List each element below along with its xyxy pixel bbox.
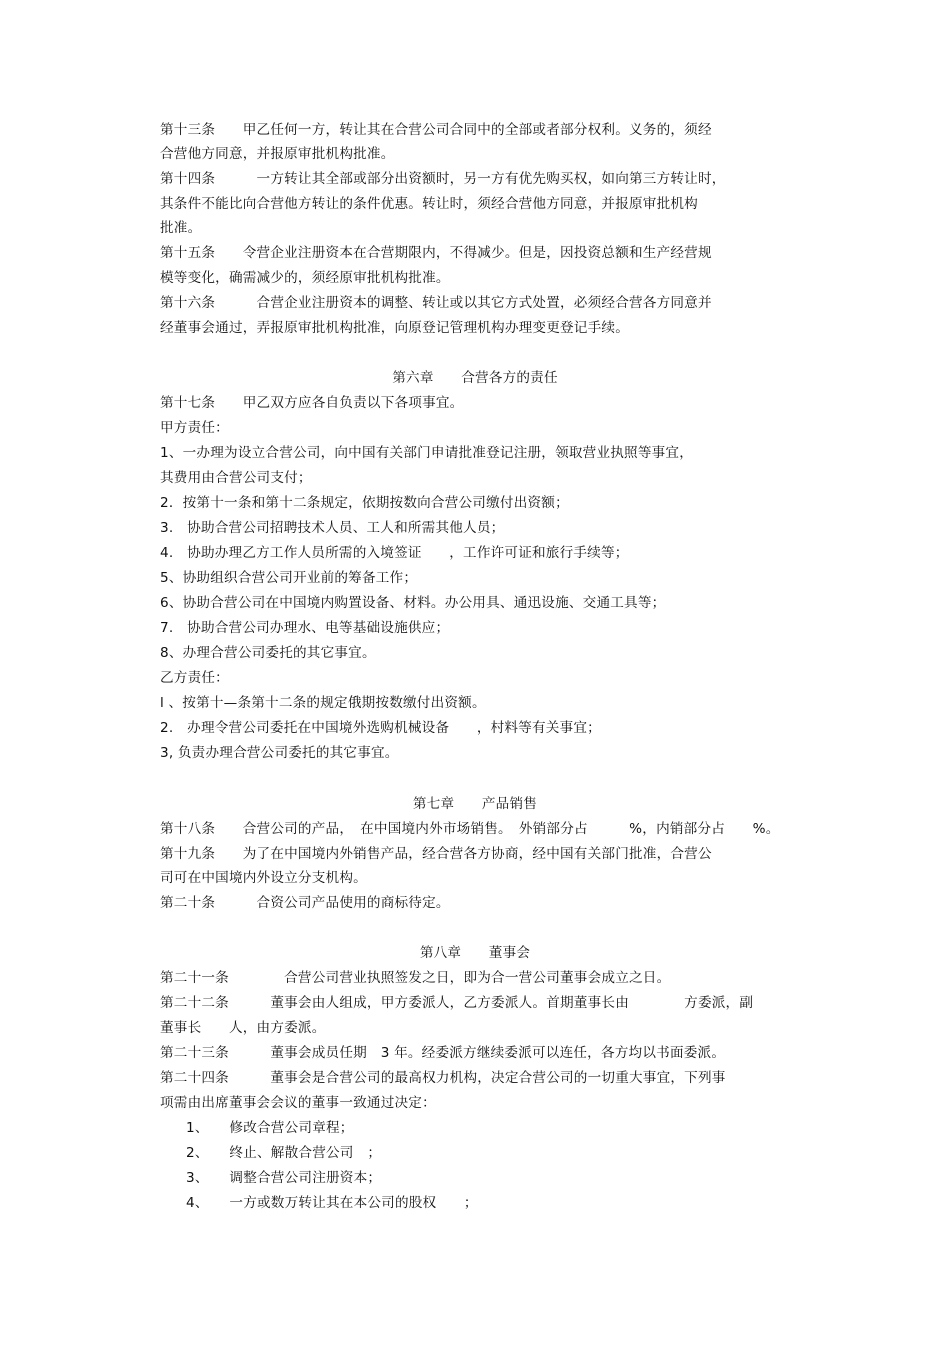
- article-15-line-1: 第十五条 令营企业注册资本在合营期限内，不得减少。但是，因投资总额和生产经营规: [160, 245, 712, 261]
- party-b-item-3: 3, 负责办理合营公司委托的其它事宜。: [160, 745, 399, 761]
- party-a-heading: 甲方责任：: [160, 420, 229, 436]
- party-a-item-1-line-1: 1、一办理为设立合营公司，向中国有关部门申请批准登记注册，领取营业执照等事宜，: [160, 445, 694, 461]
- board-item-4: 4、 一方或数万转让其在本公司的股权 ；: [186, 1195, 478, 1211]
- party-a-item-4: 4. 协助办理乙方工作人员所需的入境签证 ，工作许可证和旅行手续等；: [160, 545, 629, 561]
- party-a-item-8: 8、办理合营公司委托的其它事宜。: [160, 645, 376, 661]
- article-13-line-2: 合营他方同意，并报原审批机构批准。: [160, 146, 395, 162]
- article-16-line-2: 经董事会通过，弄报原审批机构批准，向原登记管理机构办理变更登记手续。: [160, 320, 629, 336]
- chapter-8-heading: 第八章 董事会: [419, 945, 531, 961]
- chapter-6-heading: 第六章 合营各方的责任: [392, 370, 558, 386]
- article-14-line-1: 第十四条 一方转让其全部或部分出资额时，另一方有优先购买权，如向第三方转让时，: [160, 171, 726, 187]
- party-a-item-6: 6、协助合营公司在中国境内购置设备、材料。办公用具、通迅设施、交通工具等；: [160, 595, 666, 611]
- board-item-3: 3、 调整合营公司注册资本；: [186, 1170, 382, 1186]
- article-19-line-1: 第十九条 为了在中国境内外销售产品，经合营各方协商，经中国有关部门批准，合营公: [160, 846, 712, 862]
- article-16-line-1: 第十六条 合营企业注册资本的调整、转让或以其它方式处置，必须经合营各方同意并: [160, 295, 712, 311]
- party-b-item-2: 2. 办理令营公司委托在中国境外选购机械设备 ，村料等有关事宜；: [160, 720, 601, 736]
- article-24-line-1: 第二十四条 董事会是合营公司的最高权力机构，决定合营公司的一切重大事宜，下列事: [160, 1070, 726, 1086]
- article-15-line-2: 模等变化，确需减少的，须经原审批机构批准。: [160, 270, 450, 286]
- party-a-item-5: 5、协助组织合营公司开业前的筹备工作；: [160, 570, 418, 586]
- board-item-1: 1、 修改合营公司章程；: [186, 1120, 354, 1136]
- article-14-line-2: 其条件不能比向合营他方转让的条件优惠。转让时，须经合营他方同意，并报原审批机构: [160, 196, 698, 212]
- party-a-item-2: 2．按第十一条和第十二条规定，依期按数向合营公司缴付出资额；: [160, 495, 569, 511]
- article-20-line: 第二十条 合资公司产品使用的商标待定。: [160, 895, 450, 911]
- party-b-heading: 乙方责任：: [160, 670, 229, 686]
- article-14-line-3: 批准。: [160, 220, 202, 236]
- article-22-line-1: 第二十二条 董事会由人组成，甲方委派人，乙方委派人。首期董事长由 方委派，副: [160, 995, 754, 1011]
- party-a-item-1-line-2: 其费用由合营公司支付；: [160, 470, 312, 486]
- board-item-2: 2、 终止、解散合营公司 ；: [186, 1145, 382, 1161]
- article-17-line: 第十七条 甲乙双方应各自负责以下各项事宜。: [160, 395, 464, 411]
- article-22-line-2: 董事长 人，由方委派。: [160, 1020, 326, 1036]
- article-24-line-2: 项需由出席董事会会议的董事一致通过决定：: [160, 1095, 436, 1111]
- article-23-line: 第二十三条 董事会成员任期 3 年。经委派方继续委派可以连任，各方均以书面委派。: [160, 1045, 726, 1061]
- party-a-item-3: 3. 协助合营公司招聘技术人员、工人和所需其他人员；: [160, 520, 505, 536]
- article-18-line: 第十八条 合营公司的产品， 在中国境内外市场销售。 外销部分占 %，内销部分占 %。: [160, 821, 780, 837]
- article-13-line-1: 第十三条 甲乙任何一方，转让其在合营公司合同中的全部或者部分权利。义务的，须经: [160, 122, 712, 138]
- chapter-7-heading: 第七章 产品销售: [412, 796, 538, 812]
- party-a-item-7: 7. 协助合营公司办理水、电等基础设施供应；: [160, 620, 450, 636]
- article-19-line-2: 司可在中国境内外设立分支机构。: [160, 870, 367, 886]
- party-b-item-1: l 、按第十—条第十二条的规定俄期按数缴付出资额。: [160, 695, 486, 711]
- article-21-line: 第二十一条 合营公司营业执照签发之日，即为合一营公司董事会成立之日。: [160, 970, 671, 986]
